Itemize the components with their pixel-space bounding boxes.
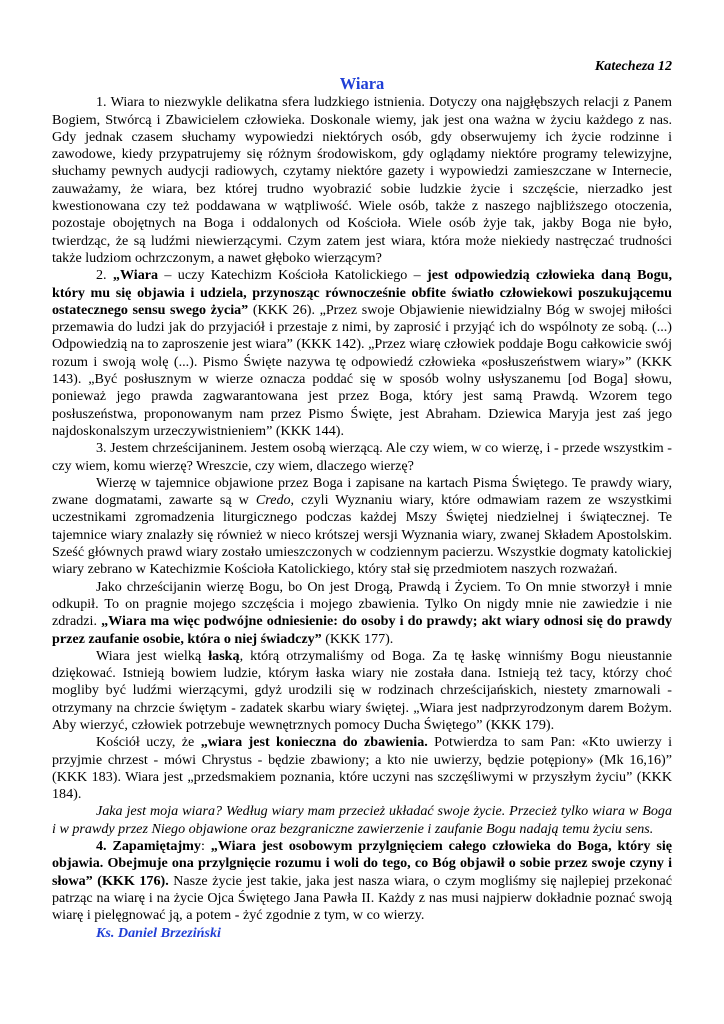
paragraph-8: Jaka jest moja wiara? Według wiary mam przecież układać swoje życie. Przecież tylko wiara w Boga i w prawdy przez Niego objawione oraz bezgraniczne zawierzenie i zaufanie Bogu nadają temu życiu sens. <box>52 803 672 837</box>
paragraph-3: 3. Jestem chrześcijaninem. Jestem osobą wierzącą. Ale czy wiem, w co wierzę, i - przede wszystkim - czy wiem, komu wierzę? Wreszcie, czy wiem, dlaczego wierzę? <box>52 440 672 474</box>
paragraph-5: Jako chrześcijanin wierzę Bogu, bo On jest Drogą, Prawdą i Życiem. To On mnie stworzył i mnie odkupił. To on pragnie mojego szczęścia i mojego zbawienia. Tylko On nigdy mnie nie zawiedzie i nie zdradzi. „Wiara ma więc podwójne odniesienie: do osoby i do prawdy; akt wiary odnosi się do prawdy przez zaufanie osobie, która o niej świadczy” (KKK 177). <box>52 578 672 647</box>
paragraph-1: 1. Wiara to niezwykle delikatna sfera ludzkiego istnienia. Dotyczy ona najgłębszych relacji z Panem Bogiem, Stwórcą i Zbawicielem człowieka. Doskonale wiemy, jak jest ona ważna w życiu każdego z nas. Gdy jednak czasem słuchamy wypowiedzi niektórych osób, gdy obserwujemy ich życie rodzinne i zawodowe, kiedy przypatrujemy się różnym środowiskom, gdy oglądamy niektóre programy telewizyjne, słuchamy pewnych audycji radiowych, czytamy niektóre gazety i wypowiedzi zamieszczane w Internecie, zauważamy, że wiara, bez której trudno wyobrazić sobie ludzkie życie i szczęście, nierzadko jest kwestionowana czy też poddawana w wątpliwość. Wiele osób, także z naszego najbliższego otoczenia, pozostaje obojętnych na Boga i oddalonych od Kościoła. Wiele osób żyje tak, jakby Boga nie było, twierdząc, że są ludźmi niewierzącymi. Czym zatem jest wiara, która może niekiedy nastręczać trudności także ludziom ochrzczonym, a nawet głęboko wierzącym? <box>52 94 672 266</box>
page-title: Wiara <box>339 74 385 94</box>
paragraph-2: 2. „Wiara – uczy Katechizm Kościoła Katolickiego – jest odpowiedzią człowieka daną Bogu, który mu się objawia i udziela, przynosząc równocześnie obfite światło człowiekowi poszukującemu ostatecznego sensu swego życia” (KKK 26). „Przez swoje Objawienie niewidzialny Bóg w swojej miłości przemawia do ludzi jak do przyjaciół i przestaje z nimi, by zaprosić i przyjąć ich do wspólnoty ze sobą. (...) Odpowiedzią na to zaproszenie jest wiara” (KKK 142). „Przez wiarę człowiek poddaje Bogu całkowicie swój rozum i swoją wolę (...). Pismo Święte nazywa tę odpowiedź człowieka «posłuszeństwem wiary»” (KKK 143). „Być posłusznym w wierze oznacza poddać się w sposób wolny usłyszanemu [od Boga] słowu, ponieważ jego prawda zagwarantowana jest przez Boga, który jest samą Prawdą. Wzorem tego posłuszeństwa, proponowanym nam przez Pismo Święte, jest Abraham. Dziewica Maryja jest zaś jego najdoskonalszym urzeczywistnieniem” (KKK 144). <box>52 267 672 439</box>
paragraph-7: Kościół uczy, że „wiara jest konieczna do zbawienia. Potwierdza to sam Pan: «Kto uwierzy i przyjmie chrzest - mówi Chrystus - będzie zbawiony; a kto nie uwierzy, będzie potępiony» (Mk 16,16)” (KKK 183). Wiara jest „przedsmakiem poznania, które uczyni nas szczęśliwymi w przyszłym życiu” (KKK 184). <box>52 734 672 803</box>
paragraph-4: Wierzę w tajemnice objawione przez Boga i zapisane na kartach Pisma Świętego. Te prawdy wiary, zwane dogmatami, zawarte są w Credo, czyli Wyznaniu wiary, które odmawiam razem ze wszystkimi uczestnikami zgromadzenia liturgicznego podczas każdej Mszy Świętej niedzielnej i świątecznej. Te tajemnice wiary znalazły się również w nieco krótszej wersji Wyznania wiary, zwanej Składem Apostolskim. Sześć głównych prawd wiary zostało umieszczonych w codziennym pacierzu. Wszystkie dogmaty katolickiej wiary zebrano w Katechizmie Kościoła Katolickiego, który stał się przedmiotem naszych rozważań. <box>52 474 672 578</box>
document-page <box>52 58 672 942</box>
paragraph-9: 4. Zapamiętajmy: „Wiara jest osobowym przylgnięciem całego człowieka do Boga, który się objawia. Obejmuje ona przylgnięcie rozumu i woli do tego, co Bóg objawił o sobie przez swoje czyny i słowa” (KKK 176). Nasze życie jest takie, jaka jest nasza wiara, o czym mogliśmy się najlepiej przekonać patrząc na wiarę i na życie Ojca Świętego Jana Pawła II. Każdy z nas musi najpierw dokładnie poznać swoją wiarę i pielęgnować ją, a potem - żyć zgodnie z tym, w co wierzy. <box>52 838 672 924</box>
author-signature: Ks. Daniel Brzeziński <box>96 924 221 941</box>
paragraph-6: Wiara jest wielką łaską, którą otrzymaliśmy od Boga. Za tę łaskę winniśmy Bogu nieustannie dziękować. Istnieją bowiem ludzie, którym łaska wiary nie została dana. Istnieją też tacy, którzy choć mogliby być ludźmi wierzącymi, gdyż urodzili się w rodzinach chrześcijańskich, niestety zmarnowali - otrzymany na chrzcie świętym - zadatek skarbu wiary świętej. „Wiara jest nadprzyrodzonym darem Bożym. Aby wierzyć, człowiek potrzebuje wewnętrznych pomocy Ducha Świętego” (KKK 179). <box>52 647 672 733</box>
catechesis-number: Katecheza 12 <box>594 58 672 74</box>
